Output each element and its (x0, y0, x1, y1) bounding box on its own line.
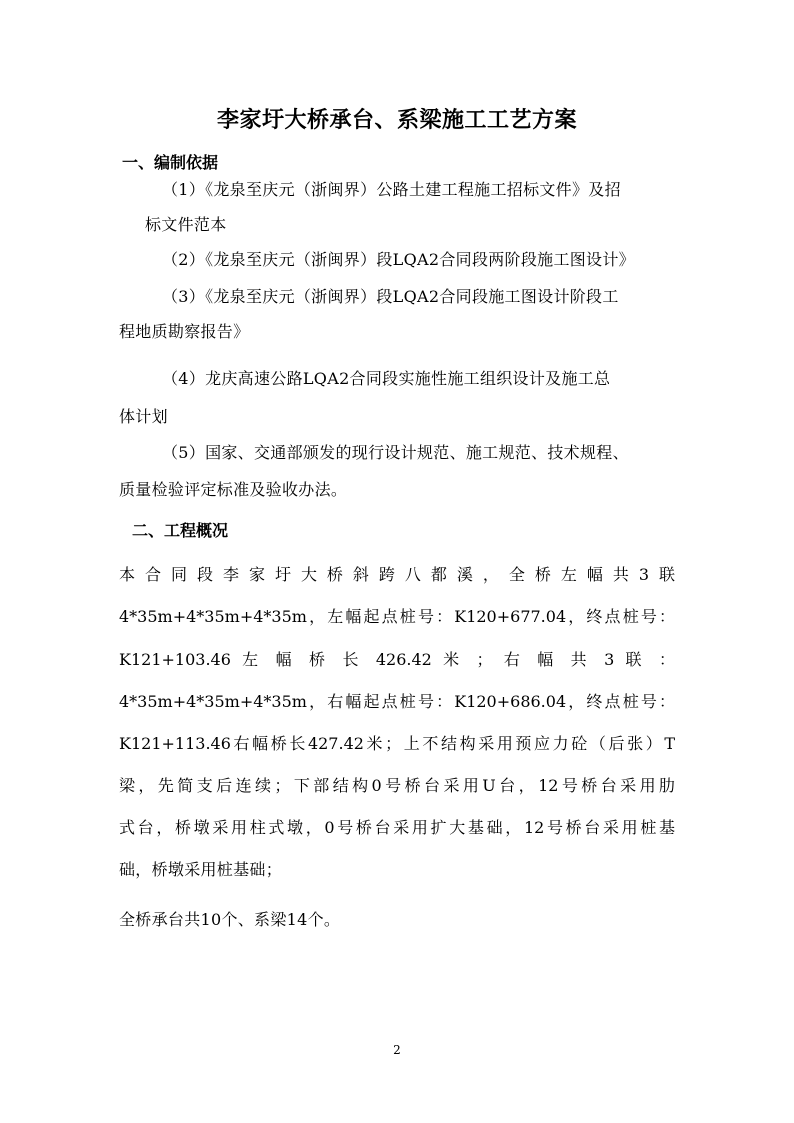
overview-line-8: 础，桥墩采用桩基础； (119, 860, 283, 879)
basis-item-3-line-2: 程地质勘察报告》 (119, 322, 250, 341)
overview-summary: 全桥承台共10个、系梁14个。 (119, 910, 341, 929)
overview-line-2: 4*35m+4*35m+4*35m，左幅起点桩号：K120+677.04，终点桩号： (119, 607, 675, 626)
section-heading-basis: 一、编制依据 (122, 153, 219, 172)
section-heading-overview: 二、工程概况 (132, 521, 229, 540)
overview-line-3: K121+103.46 左 幅 桥 长 426.42 米 ； 右 幅 共 3 联 ： (119, 650, 675, 669)
basis-item-1-line-1: （1）《龙泉至庆元（浙闽界）公路土建工程施工招标文件》及招 (162, 180, 621, 199)
page-number: 2 (393, 1043, 401, 1057)
overview-line-7: 式台，桥墩采用柱式墩，0号桥台采用扩大基础，12号桥台采用桩基 (119, 818, 675, 837)
overview-line-4: 4*35m+4*35m+4*35m，右幅起点桩号：K120+686.04，终点桩号： (119, 692, 675, 711)
overview-line-6: 梁，先简支后连续；下部结构0号桥台采用U台，12号桥台采用肋 (119, 776, 675, 795)
overview-line-1: 本合同段李家圩大桥斜跨八都溪，全桥左幅共3联 (119, 565, 675, 584)
basis-item-1-line-2: 标文件范本 (145, 215, 227, 234)
basis-item-5-line-2: 质量检验评定标准及验收办法。 (119, 480, 348, 499)
basis-item-4-line-2: 体计划 (119, 407, 168, 426)
basis-item-2: （2）《龙泉至庆元（浙闽界）段LQA2合同段两阶段施工图设计》 (162, 250, 635, 269)
basis-item-4-line-1: （4）龙庆高速公路LQA2合同段实施性施工组织设计及施工总 (162, 369, 611, 388)
basis-item-5-line-1: （5）国家、交通部颁发的现行设计规范、施工规范、技术规程、 (162, 443, 629, 462)
overview-line-5: K121+113.46右幅桥长427.42米；上不结构采用预应力砼（后张）T (119, 734, 675, 753)
document-title: 李家圩大桥承台、系梁施工工艺方案 (216, 107, 577, 133)
basis-item-3-line-1: （3）《龙泉至庆元（浙闽界）段LQA2合同段施工图设计阶段工 (162, 287, 619, 306)
